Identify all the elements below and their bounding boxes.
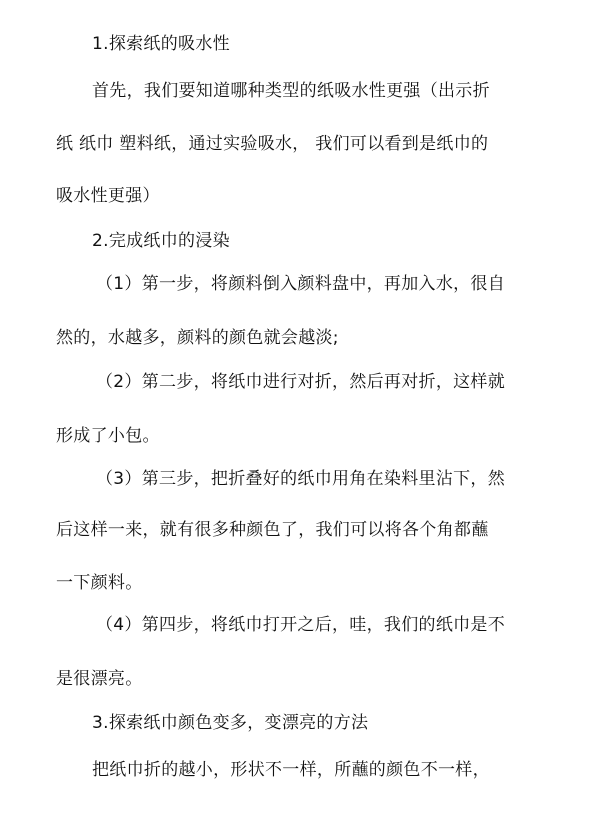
section-heading-2: 2.完成纸巾的浸染 [92,231,230,251]
paragraph-line: 吸水性更强） [56,186,160,206]
step-line: 然的，水越多，颜料的颜色就会越淡; [56,328,339,348]
step-line: （2）第二步，将纸巾进行对折，然后再对折，这样就 [96,372,506,392]
step-line: （3）第三步，把折叠好的纸巾用角在染料里沾下，然 [96,469,506,489]
step-line: （4）第四步，将纸巾打开之后，哇，我们的纸巾是不 [96,615,506,635]
step-line: 后这样一来，就有很多种颜色了，我们可以将各个角都蘸 [56,520,489,540]
step-line: 形成了小包。 [56,426,160,446]
step-line: 一下颜料。 [56,573,143,593]
section-heading-3: 3.探索纸巾颜色变多，变漂亮的方法 [92,713,369,733]
paragraph-line: 纸 纸巾 塑料纸，通过实验吸水， 我们可以看到是纸巾的 [56,134,489,154]
paragraph-line: 首先，我们要知道哪种类型的纸吸水性更强（出示折 [92,81,490,101]
step-line: （1）第一步，将颜料倒入颜料盘中，再加入水，很自 [96,274,506,294]
paragraph-line: 把纸巾折的越小，形状不一样，所蘸的颜色不一样， [92,760,490,780]
step-line: 是很漂亮。 [56,669,143,689]
section-heading-1: 1.探索纸的吸水性 [92,34,230,54]
